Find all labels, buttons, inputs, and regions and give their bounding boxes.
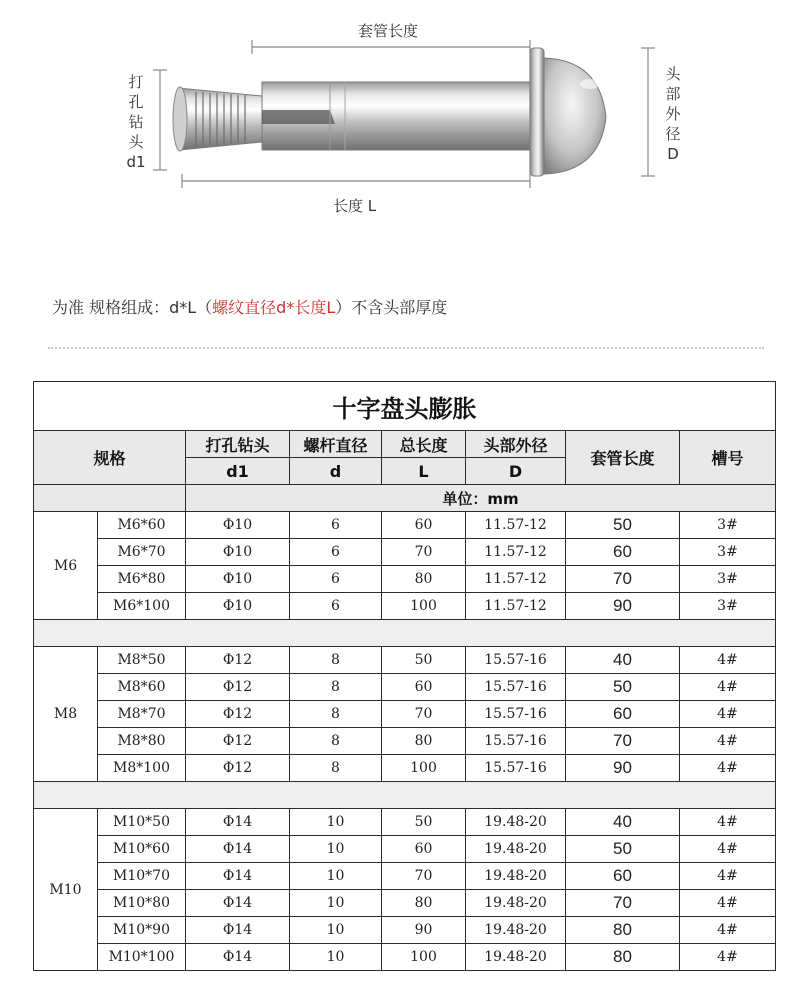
- cell-D: 19.48-20: [466, 917, 566, 944]
- header-screw-dia-sym: d: [290, 458, 382, 485]
- head-diameter-char: 头: [665, 65, 681, 83]
- cell-spec: M8*60: [98, 674, 186, 701]
- head-diameter-label: [663, 64, 683, 164]
- cell-L: 100: [382, 944, 466, 971]
- sleeve: [262, 82, 530, 150]
- cell-L: 100: [382, 593, 466, 620]
- cell-d: 10: [290, 944, 382, 971]
- header-drill-head: 打孔钻头: [186, 431, 290, 458]
- drill-head-char: d1: [126, 153, 146, 171]
- cell-d: 10: [290, 836, 382, 863]
- cell-spec: M8*80: [98, 728, 186, 755]
- cell-sleeve: 90: [566, 755, 680, 782]
- header-screw-dia: 螺杆直径: [290, 431, 382, 458]
- cell-d1: Φ14: [186, 809, 290, 836]
- table-title: 十字盘头膨胀: [34, 382, 776, 431]
- cell-slot: 4#: [680, 863, 776, 890]
- cell-slot: 3#: [680, 539, 776, 566]
- cell-d: 8: [290, 701, 382, 728]
- cell-spec: M10*100: [98, 944, 186, 971]
- cell-d1: Φ12: [186, 728, 290, 755]
- cell-d1: Φ14: [186, 836, 290, 863]
- cell-d1: Φ10: [186, 593, 290, 620]
- head-diameter-char: D: [667, 145, 679, 163]
- group-label: M8: [34, 647, 98, 782]
- cell-L: 60: [382, 674, 466, 701]
- cell-d1: Φ12: [186, 647, 290, 674]
- product-diagram: [0, 0, 800, 270]
- unit-label: 单位：mm: [186, 485, 776, 512]
- cell-slot: 3#: [680, 512, 776, 539]
- unit-row-blank: [34, 485, 186, 512]
- cell-L: 60: [382, 836, 466, 863]
- cell-D: 19.48-20: [466, 944, 566, 971]
- cell-slot: 4#: [680, 809, 776, 836]
- note-suffix: ）不含头部厚度: [335, 298, 448, 317]
- group-label: M6: [34, 512, 98, 620]
- cell-d: 8: [290, 647, 382, 674]
- cell-d1: Φ14: [186, 863, 290, 890]
- head-diameter-char: 径: [665, 125, 681, 143]
- cell-d: 10: [290, 809, 382, 836]
- cell-d1: Φ14: [186, 944, 290, 971]
- cell-spec: M10*90: [98, 917, 186, 944]
- drill-head-char: 钻: [128, 113, 144, 131]
- cell-d: 6: [290, 593, 382, 620]
- cell-spec: M10*80: [98, 890, 186, 917]
- head-diameter-char: 外: [665, 105, 681, 123]
- cell-sleeve: 40: [566, 809, 680, 836]
- note-prefix: 为准 规格组成：d*L（: [52, 298, 213, 317]
- cell-L: 100: [382, 755, 466, 782]
- cell-D: 11.57-12: [466, 512, 566, 539]
- cell-slot: 4#: [680, 944, 776, 971]
- cell-d1: Φ12: [186, 755, 290, 782]
- cell-L: 50: [382, 809, 466, 836]
- cell-sleeve: 60: [566, 539, 680, 566]
- cell-d: 8: [290, 728, 382, 755]
- cell-sleeve: 70: [566, 566, 680, 593]
- cell-L: 90: [382, 917, 466, 944]
- group-separator: [34, 620, 776, 647]
- sleeve-length-label: 套管长度: [358, 22, 419, 40]
- cell-sleeve: 70: [566, 728, 680, 755]
- cell-slot: 4#: [680, 647, 776, 674]
- cell-d: 6: [290, 539, 382, 566]
- cell-sleeve: 50: [566, 674, 680, 701]
- cell-spec: M6*60: [98, 512, 186, 539]
- length-label: 长度 L: [333, 197, 377, 215]
- cell-L: 70: [382, 539, 466, 566]
- header-drill-head-sym: d1: [186, 458, 290, 485]
- cell-spec: M8*50: [98, 647, 186, 674]
- cell-spec: M6*80: [98, 566, 186, 593]
- drill-head-char: 打: [128, 73, 144, 91]
- cell-sleeve: 50: [566, 512, 680, 539]
- cell-slot: 3#: [680, 593, 776, 620]
- cell-spec: M6*70: [98, 539, 186, 566]
- header-spec: 规格: [34, 431, 186, 485]
- cell-D: 11.57-12: [466, 566, 566, 593]
- cell-L: 80: [382, 890, 466, 917]
- cell-D: 19.48-20: [466, 836, 566, 863]
- cell-spec: M8*70: [98, 701, 186, 728]
- spec-format-note: [52, 295, 447, 318]
- cell-sleeve: 90: [566, 593, 680, 620]
- cell-D: 15.57-16: [466, 728, 566, 755]
- cell-spec: M8*100: [98, 755, 186, 782]
- cell-spec: M10*70: [98, 863, 186, 890]
- cell-spec: M6*100: [98, 593, 186, 620]
- cell-sleeve: 50: [566, 836, 680, 863]
- cell-D: 19.48-20: [466, 863, 566, 890]
- drill-head-char: 头: [128, 133, 144, 151]
- cell-d: 6: [290, 566, 382, 593]
- cell-slot: 4#: [680, 674, 776, 701]
- header-total-length: 总长度: [382, 431, 466, 458]
- cell-d1: Φ10: [186, 566, 290, 593]
- cell-d1: Φ12: [186, 701, 290, 728]
- cell-L: 70: [382, 701, 466, 728]
- header-slot-no: 槽号: [680, 431, 776, 485]
- cell-D: 15.57-16: [466, 701, 566, 728]
- cell-L: 50: [382, 647, 466, 674]
- cell-d: 10: [290, 890, 382, 917]
- header-total-length-sym: L: [382, 458, 466, 485]
- cell-slot: 4#: [680, 701, 776, 728]
- drill-head-label: [126, 72, 146, 172]
- bolt-head: [530, 48, 606, 176]
- cell-slot: 4#: [680, 890, 776, 917]
- cell-D: 19.48-20: [466, 890, 566, 917]
- cell-slot: 4#: [680, 728, 776, 755]
- cell-sleeve: 80: [566, 917, 680, 944]
- cell-spec: M10*50: [98, 809, 186, 836]
- cell-d: 10: [290, 917, 382, 944]
- spec-table: [33, 381, 776, 971]
- cell-D: 19.48-20: [466, 809, 566, 836]
- cell-d1: Φ14: [186, 890, 290, 917]
- header-head-dia: 头部外径: [466, 431, 566, 458]
- cell-slot: 4#: [680, 755, 776, 782]
- cell-D: 15.57-16: [466, 647, 566, 674]
- cell-d1: Φ14: [186, 917, 290, 944]
- cell-spec: M10*60: [98, 836, 186, 863]
- header-sleeve-length: 套管长度: [566, 431, 680, 485]
- cell-d: 8: [290, 674, 382, 701]
- cell-sleeve: 40: [566, 647, 680, 674]
- knurled-tip: [173, 87, 262, 151]
- cell-slot: 4#: [680, 917, 776, 944]
- cell-sleeve: 60: [566, 863, 680, 890]
- cell-L: 70: [382, 863, 466, 890]
- cell-d: 6: [290, 512, 382, 539]
- cell-d: 8: [290, 755, 382, 782]
- cell-sleeve: 80: [566, 944, 680, 971]
- cell-D: 15.57-16: [466, 674, 566, 701]
- drill-head-char: 孔: [128, 93, 144, 111]
- head-diameter-char: 部: [665, 85, 681, 103]
- cell-sleeve: 70: [566, 890, 680, 917]
- cell-d1: Φ10: [186, 512, 290, 539]
- cell-D: 15.57-16: [466, 755, 566, 782]
- cell-sleeve: 60: [566, 701, 680, 728]
- cell-d: 10: [290, 863, 382, 890]
- cell-d1: Φ10: [186, 539, 290, 566]
- cell-d1: Φ12: [186, 674, 290, 701]
- cell-L: 60: [382, 512, 466, 539]
- group-label: M10: [34, 809, 98, 971]
- cell-slot: 3#: [680, 566, 776, 593]
- note-highlight: 螺纹直径d*长度L: [212, 298, 336, 317]
- header-head-dia-sym: D: [466, 458, 566, 485]
- cell-slot: 4#: [680, 836, 776, 863]
- dotted-divider: [48, 347, 764, 349]
- cell-L: 80: [382, 566, 466, 593]
- cell-D: 11.57-12: [466, 593, 566, 620]
- cell-L: 80: [382, 728, 466, 755]
- cell-D: 11.57-12: [466, 539, 566, 566]
- group-separator: [34, 782, 776, 809]
